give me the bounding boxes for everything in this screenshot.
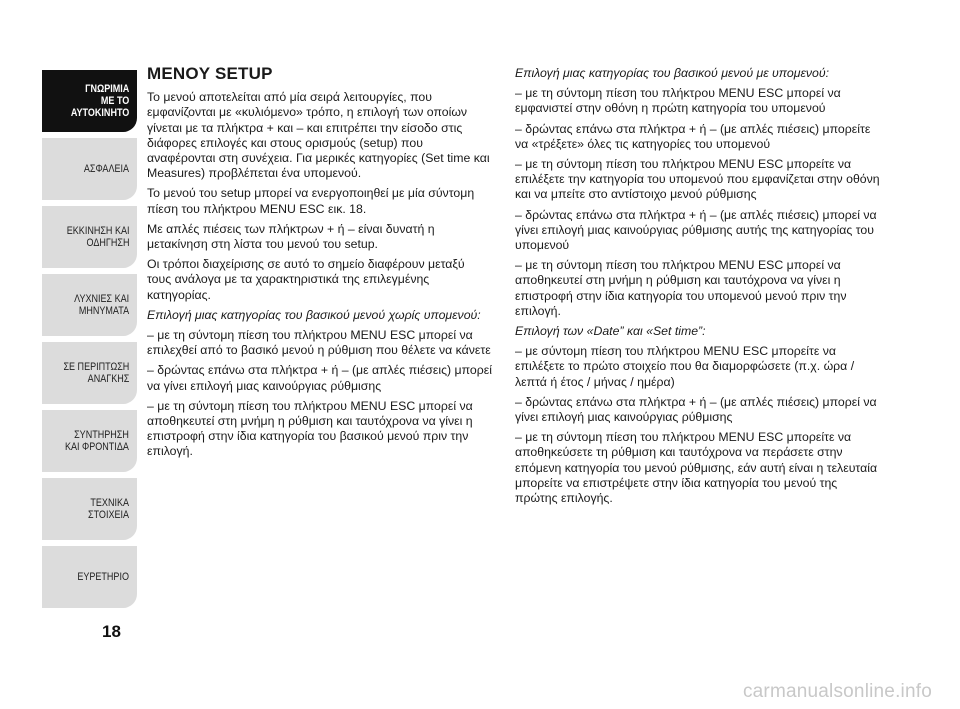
paragraph: Το μενού αποτελείται από μία σειρά λειτουργίες, που εμφανίζονται με «κυλιόμενο» τρόπο, η επιλογή των οποίων γίνεται με τα πλήκτρα + και – και επιτρέπει την είσοδο στις διάφορες επιλογές και στους ορισμούς (setup) που αναφέρονται στη συνέχεια. Για μερικές κατηγορίες (Set time και Measures) προβλέπεται ένα υπομενού. <box>147 90 490 181</box>
paragraph: Οι τρόποι διαχείρισης σε αυτό το σημείο διαφέρουν μεταξύ τους ανάλογα με τα χαρακτηριστικά της επιλεγμένης κατηγορίας. <box>147 257 465 302</box>
tab-label: ΓΝΩΡΙΜΙΑ ΜΕ ΤΟ ΑΥΤΟΚΙΝΗΤΟ <box>70 83 129 119</box>
bullet: – με σύντομη πίεση του πλήκτρου MENU ESC μπορείτε να επιλέξετε το πρώτο στοιχείο που θα διαμορφώσετε (π.χ. ώρα / λεπτά ή έτος / μήνας / ημέρα) <box>515 344 855 389</box>
left-column <box>147 66 492 465</box>
tab-label: ΛΥΧΝΙΕΣ ΚΑΙ ΜΗΝΥΜΑΤΑ <box>73 293 129 317</box>
section-title: MENOY SETUP <box>147 64 273 83</box>
tab-getting-to-know[interactable] <box>42 70 137 132</box>
bullet: – δρώντας επάνω στα πλήκτρα + ή – (με απλές πιέσεις) μπορεί να γίνει επιλογή μιας καινούργιας ρύθμισης <box>515 394 877 425</box>
tab-label: ΣΥΝΤΗΡΗΣΗ ΚΑΙ ΦΡΟΝΤΙΔΑ <box>65 429 129 453</box>
bullet: – με τη σύντομη πίεση του πλήκτρου MENU ESC μπορείτε να επιλέξετε την κατηγορία του υπομενού που εμφανίζεται στην οθόνη και να μπείτε στο αντίστοιχο μενού ρύθμισης <box>515 157 880 202</box>
tab-starting-driving[interactable] <box>42 206 137 268</box>
bullet: – με τη σύντομη πίεση του πλήκτρου MENU ESC μπορεί να αποθηκευτεί στη μνήμη η ρύθμιση και ταυτόχρονα να γίνει η επιστροφή στην ίδια κατηγορία του βασικού μενού πριν την επιλογή. <box>147 398 473 459</box>
page-number: 18 <box>102 622 121 641</box>
tab-label: ΤΕΧΝΙΚΑ ΣΤΟΙΧΕΙΑ <box>88 497 129 521</box>
bullet: – δρώντας επάνω στα πλήκτρα + ή – (με απλές πιέσεις) μπορείτε να «τρέξετε» όλες τις κατηγορίες του υπομενού <box>515 121 871 151</box>
tab-index[interactable] <box>42 546 137 608</box>
tab-label: ΕΚΚΙΝΗΣΗ ΚΑΙ ΟΔΗΓΗΣΗ <box>66 225 129 249</box>
bullet: – δρώντας επάνω στα πλήκτρα + ή – (με απλές πιέσεις) μπορεί να γίνει επιλογή μιας καινούργιας ρύθμισης αυτής της κατηγορίας του υπομενού <box>515 207 877 253</box>
subheading: Επιλογή μιας κατηγορίας του βασικού μενού χωρίς υπομενού: <box>147 307 481 322</box>
chapter-sidebar <box>42 70 137 614</box>
tab-safety[interactable] <box>42 138 137 200</box>
tab-warning-lights[interactable] <box>42 274 137 336</box>
right-column <box>515 66 880 511</box>
tab-emergency[interactable] <box>42 342 137 404</box>
tab-label: ΑΣΦΑΛΕΙΑ <box>83 163 129 175</box>
bullet: – με τη σύντομη πίεση του πλήκτρου MENU ESC μπορείτε να αποθηκεύσετε τη ρύθμιση και ταυτόχρονα να περάσετε στην επόμενη κατηγορία του μενού ρύθμισης, εάν αυτή είναι η τελευταία μπορείτε να επιστρέψετε στην ίδια κατηγορία του μενού της πρώτης επιλογής. <box>515 430 878 506</box>
bullet: – με τη σύντομη πίεση του πλήκτρου MENU ESC μπορεί να αποθηκευτεί στη μνήμη η ρύθμιση και ταυτόχρονα να γίνει η επιστροφή στην ίδια κατηγορία του υπομενού μενού πριν την επιλογή. <box>515 258 847 318</box>
subheading: Επιλογή μιας κατηγορίας του βασικού μενού με υπομενού: <box>515 66 830 80</box>
paragraph: Με απλές πιέσεις των πλήκτρων + ή – είναι δυνατή η μετακίνηση στη λίστα του μενού του setup. <box>147 221 435 252</box>
paragraph: Το μενού του setup μπορεί να ενεργοποιηθεί με μία σύντομη πίεση του πλήκτρου MENU ESC εικ. 18. <box>147 186 475 216</box>
tab-technical-data[interactable] <box>42 478 137 540</box>
tab-label: ΣΕ ΠΕΡΙΠΤΩΣΗ ΑΝΑΓΚΗΣ <box>63 361 129 385</box>
bullet: – δρώντας επάνω στα πλήκτρα + ή – (με απλές πιέσεις) μπορεί να γίνει επιλογή μιας καινούργιας ρύθμισης <box>147 363 492 393</box>
tab-maintenance[interactable] <box>42 410 137 472</box>
watermark: carmanualsonline.info <box>742 681 932 702</box>
tab-label: ΕΥΡΕΤΗΡΙΟ <box>77 571 129 583</box>
subheading: Επιλογή των «Date” και «Set time”: <box>515 324 706 339</box>
bullet: – με τη σύντομη πίεση του πλήκτρου MENU ESC μπορεί να εμφανιστεί στην οθόνη η πρώτη κατηγορία του υπομενού <box>515 86 841 116</box>
bullet: – με τη σύντομη πίεση του πλήκτρου MENU ESC μπορεί να επιλεχθεί από το βασικό μενού η ρύθμιση που θέλετε να κάνετε <box>147 328 491 358</box>
